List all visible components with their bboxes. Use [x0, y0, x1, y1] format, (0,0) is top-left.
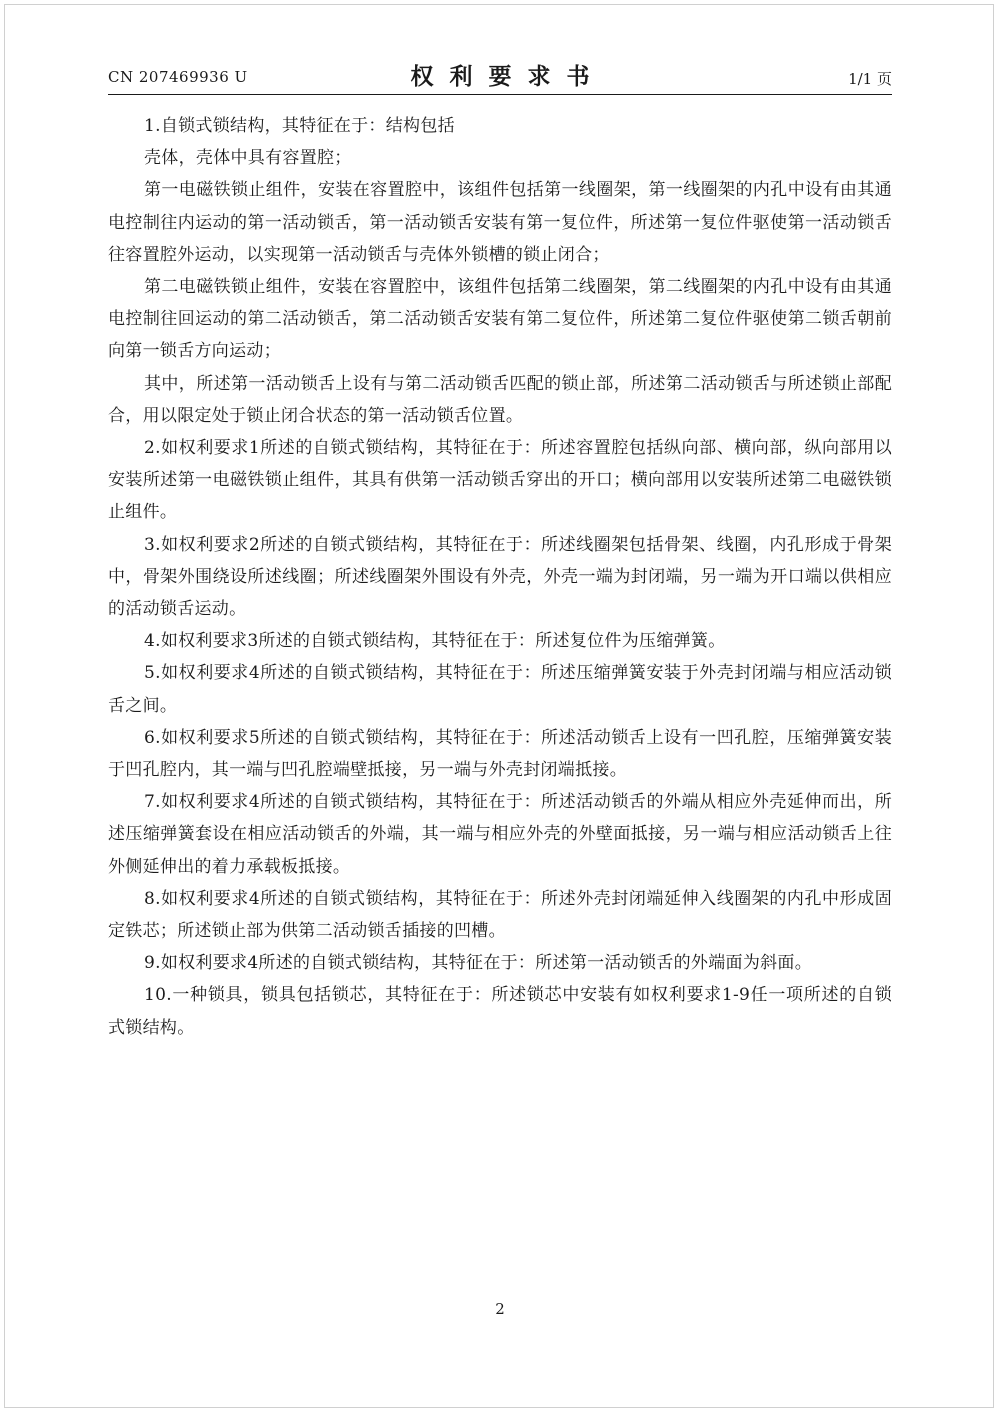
claim-paragraph: 9.如权利要求4所述的自锁式锁结构，其特征在于：所述第一活动锁舌的外端面为斜面。	[144, 953, 813, 974]
claim-paragraph: 壳体，壳体中具有容置腔；	[144, 148, 352, 169]
claim-paragraph: 7.如权利要求4所述的自锁式锁结构，其特征在于：所述活动锁舌的外端从相应外壳延伸而出，所述压缩弹簧套设在相应活动锁舌的外端，其一端与相应外壳的外壁面抵接，另一端与相应活动锁舌上往外侧延伸出的着力承载板抵接。	[108, 792, 892, 877]
claim-paragraph: 第一电磁铁锁止组件，安装在容置腔中，该组件包括第一线圈架，第一线圈架的内孔中设有由其通电控制往内运动的第一活动锁舌，第一活动锁舌安装有第一复位件，所述第一复位件驱使第一活动锁舌往容置腔外运动，以实现第一活动锁舌与壳体外锁槽的锁止闭合；	[108, 180, 892, 265]
page-indicator: 1/1 页	[848, 70, 892, 88]
claim-paragraph: 4.如权利要求3所述的自锁式锁结构，其特征在于：所述复位件为压缩弹簧。	[144, 631, 726, 652]
claim-paragraph: 10.一种锁具，锁具包括锁芯，其特征在于：所述锁芯中安装有如权利要求1-9任一项所述的自锁式锁结构。	[108, 985, 892, 1038]
footer-page-number: 2	[495, 1300, 505, 1318]
claim-paragraph: 2.如权利要求1所述的自锁式锁结构，其特征在于：所述容置腔包括纵向部、横向部，纵向部用以安装所述第一电磁铁锁止组件，其具有供第一活动锁舌穿出的开口；横向部用以安装所述第二电磁铁锁止组件。	[108, 438, 892, 523]
claim-paragraph: 5.如权利要求4所述的自锁式锁结构，其特征在于：所述压缩弹簧安装于外壳封闭端与相应活动锁舌之间。	[108, 663, 892, 716]
claim-paragraph: 第二电磁铁锁止组件，安装在容置腔中，该组件包括第二线圈架，第二线圈架的内孔中设有由其通电控制往回运动的第二活动锁舌，第二活动锁舌安装有第二复位件，所述第二复位件驱使第二锁舌朝前向第一锁舌方向运动；	[108, 277, 892, 362]
claim-paragraph: 1.自锁式锁结构，其特征在于：结构包括	[144, 116, 455, 136]
claim-paragraph: 3.如权利要求2所述的自锁式锁结构，其特征在于：所述线圈架包括骨架、线圈，内孔形成于骨架中，骨架外围绕设所述线圈；所述线圈架外围设有外壳，外壳一端为封闭端，另一端为开口端以供相应的活动锁舌运动。	[108, 534, 892, 620]
document-title: 权利要求书	[410, 63, 606, 90]
header-divider	[108, 94, 892, 95]
claim-paragraph: 8.如权利要求4所述的自锁式锁结构，其特征在于：所述外壳封闭端延伸入线圈架的内孔中形成固定铁芯；所述锁止部为供第二活动锁舌插接的凹槽。	[108, 888, 892, 942]
claims-body	[108, 110, 892, 1044]
document-number: CN 207469936 U	[108, 68, 248, 86]
page-header	[108, 52, 892, 92]
claim-paragraph: 6.如权利要求5所述的自锁式锁结构，其特征在于：所述活动锁舌上设有一凹孔腔，压缩弹簧安装于凹孔腔内，其一端与凹孔腔端壁抵接，另一端与外壳封闭端抵接。	[108, 727, 892, 781]
claim-paragraph: 其中，所述第一活动锁舌上设有与第二活动锁舌匹配的锁止部，所述第二活动锁舌与所述锁止部配合，用以限定处于锁止闭合状态的第一活动锁舌位置。	[108, 373, 892, 426]
